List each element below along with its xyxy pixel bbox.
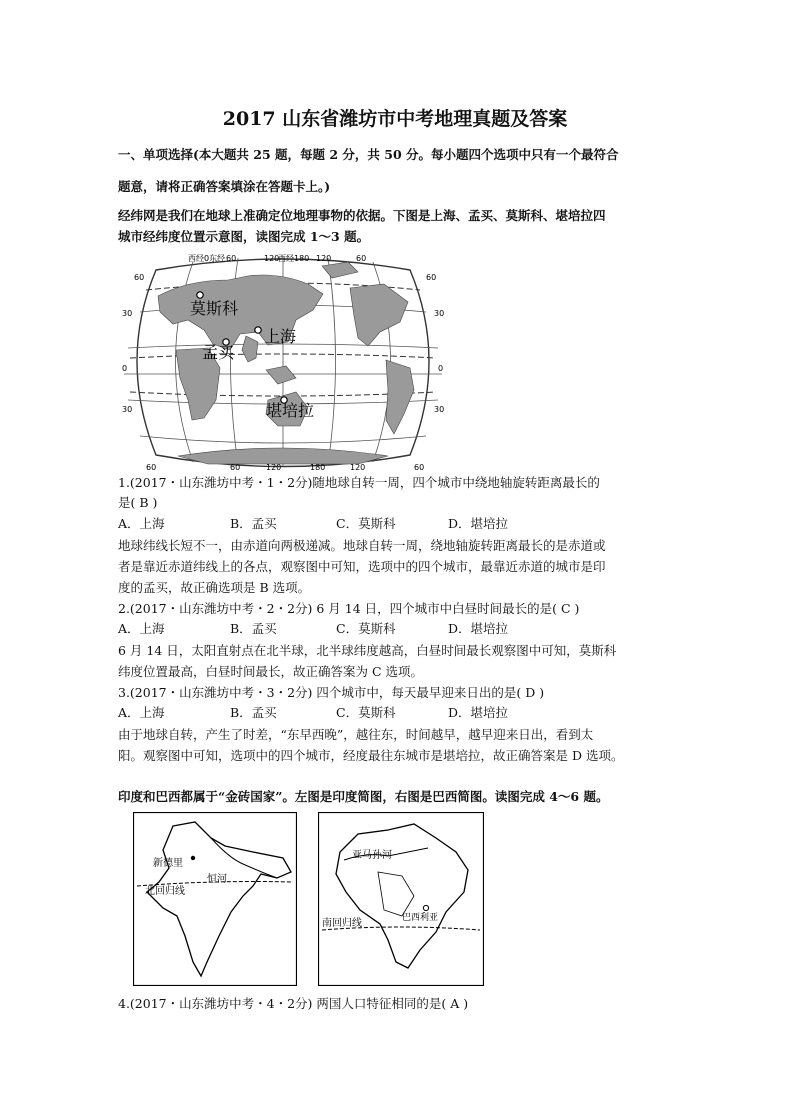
india-tropic-label: 北回归线	[145, 886, 185, 897]
q1-option-c: C．莫斯科	[336, 516, 396, 531]
section-heading-line1: 一、单项选择(本大题共 25 题，每题 2 分，共 50 分。每小题四个选项中只有一个最符合	[118, 147, 619, 162]
right-lat-1: 30	[434, 309, 445, 318]
left-lat-3: 30	[122, 405, 133, 414]
intro2: 印度和巴西都属于“金砖国家”。左图是印度简图，右图是巴西简图。读图完成 4～6 题。	[118, 789, 609, 804]
q2-expl-line1: 6 月 14 日，太阳直射点在北半球，北半球纬度越高，白昼时间最长观察图中可知，莫斯科	[118, 643, 617, 658]
q1-options	[118, 514, 678, 534]
top-label-e120: 120	[316, 254, 332, 263]
right-lat-0: 60	[426, 273, 437, 282]
canberra-label: 堪培拉	[266, 401, 315, 420]
q3-expl-line1: 由于地球自转，产生了时差，“东早西晚”，越往东，时间越早，越早迎来日出，看到太	[118, 727, 594, 742]
q2-option-c: C．莫斯科	[336, 621, 396, 636]
top-label-xijing180: 西经180	[278, 254, 310, 263]
q2-stem: 2.(2017・山东潍坊中考・2・2分) 6 月 14 日，四个城市中白昼时间最长的是( C )	[118, 601, 580, 616]
moscow-label: 莫斯科	[190, 299, 239, 318]
q1-expl-line2: 者是靠近赤道纬线上的各点，观察图中可知，选项中的四个城市，最靠近赤道的城市是印	[118, 559, 606, 574]
q2-option-a: A．上海	[118, 621, 165, 636]
q3-stem: 3.(2017・山东潍坊中考・3・2分) 四个城市中，每天最早迎来日出的是( D )	[118, 685, 545, 700]
ganges-label: 恒河	[207, 874, 227, 885]
moscow-point	[197, 292, 203, 298]
right-lat-3: 30	[434, 405, 445, 414]
shanghai-label: 上海	[264, 327, 297, 346]
q2-expl-line2: 纬度位置最高，白昼时间最长，故正确答案为 C 选项。	[118, 664, 424, 679]
q3-option-d: D．堪培拉	[448, 705, 509, 720]
brasilia-point	[423, 905, 428, 910]
q3-option-b: B．孟买	[230, 705, 277, 720]
top-label-120: 120	[264, 254, 280, 263]
q4-stem: 4.(2017・山东潍坊中考・4・2分) 两国人口特征相同的是( A )	[118, 996, 469, 1011]
newdelhi-label: 新德里	[153, 858, 183, 869]
bottom-lon-3: 180	[310, 463, 326, 472]
left-lat-1: 30	[122, 309, 133, 318]
world-latlon-map	[118, 250, 448, 472]
intro1-line1: 经纬网是我们在地球上准确定位地理事物的依据。下图是上海、孟买、莫斯科、堪培拉四	[118, 208, 606, 223]
brazil-map	[318, 812, 484, 986]
q2-options	[118, 619, 678, 639]
q3-option-c: C．莫斯科	[336, 705, 396, 720]
bottom-lon-0: 60	[146, 463, 157, 472]
q3-option-a: A．上海	[118, 705, 165, 720]
q3-expl-line2: 阳。观察图中可知，选项中的四个城市，经度最往东城市是堪培拉，故正确答案是 D 选项。	[118, 748, 624, 763]
q1-option-b: B．孟买	[230, 516, 277, 531]
bottom-lon-5: 60	[414, 463, 425, 472]
shanghai-point	[255, 327, 261, 333]
q1-expl-line1: 地球纬线长短不一，由赤道向两极递减。地球自转一周，绕地轴旋转距离最长的是赤道或	[118, 538, 606, 553]
q1-stem-line2: 是( B )	[118, 495, 158, 510]
bottom-lon-2: 120	[266, 463, 282, 472]
mumbai-label: 孟买	[202, 343, 235, 362]
q1-expl-line3: 度的孟买，故正确选项是 B 选项。	[118, 580, 311, 595]
q1-stem-line1: 1.(2017・山东潍坊中考・1・2分)随地球自转一周，四个城市中绕地轴旋转距离最长的	[118, 475, 600, 490]
top-label-e60: 60	[356, 254, 367, 263]
brasilia-label: 巴西利亚	[402, 913, 439, 923]
left-lat-0: 60	[134, 273, 145, 282]
q1-option-a: A．上海	[118, 516, 165, 531]
top-label-60: 60	[226, 254, 237, 263]
q1-option-d: D．堪培拉	[448, 516, 509, 531]
amazon-label: 亚马孙河	[352, 850, 392, 861]
top-label-xijing: 西经0东经	[188, 254, 226, 263]
bottom-lon-1: 60	[230, 463, 241, 472]
india-map	[133, 812, 297, 986]
q2-option-d: D．堪培拉	[448, 621, 509, 636]
page-title: 2017 山东省潍坊市中考地理真题及答案	[222, 108, 568, 130]
right-lat-2: 0	[438, 364, 444, 373]
newdelhi-point	[191, 856, 195, 860]
q2-option-b: B．孟买	[230, 621, 277, 636]
section-heading-line2: 题意，请将正确答案填涂在答题卡上。)	[118, 179, 331, 194]
intro1-line2: 城市经纬度位置示意图，读图完成 1～3 题。	[118, 229, 370, 244]
bottom-lon-4: 120	[350, 463, 366, 472]
q3-options	[118, 703, 678, 723]
brazil-tropic-label: 南回归线	[322, 918, 362, 929]
left-lat-2: 0	[122, 364, 128, 373]
